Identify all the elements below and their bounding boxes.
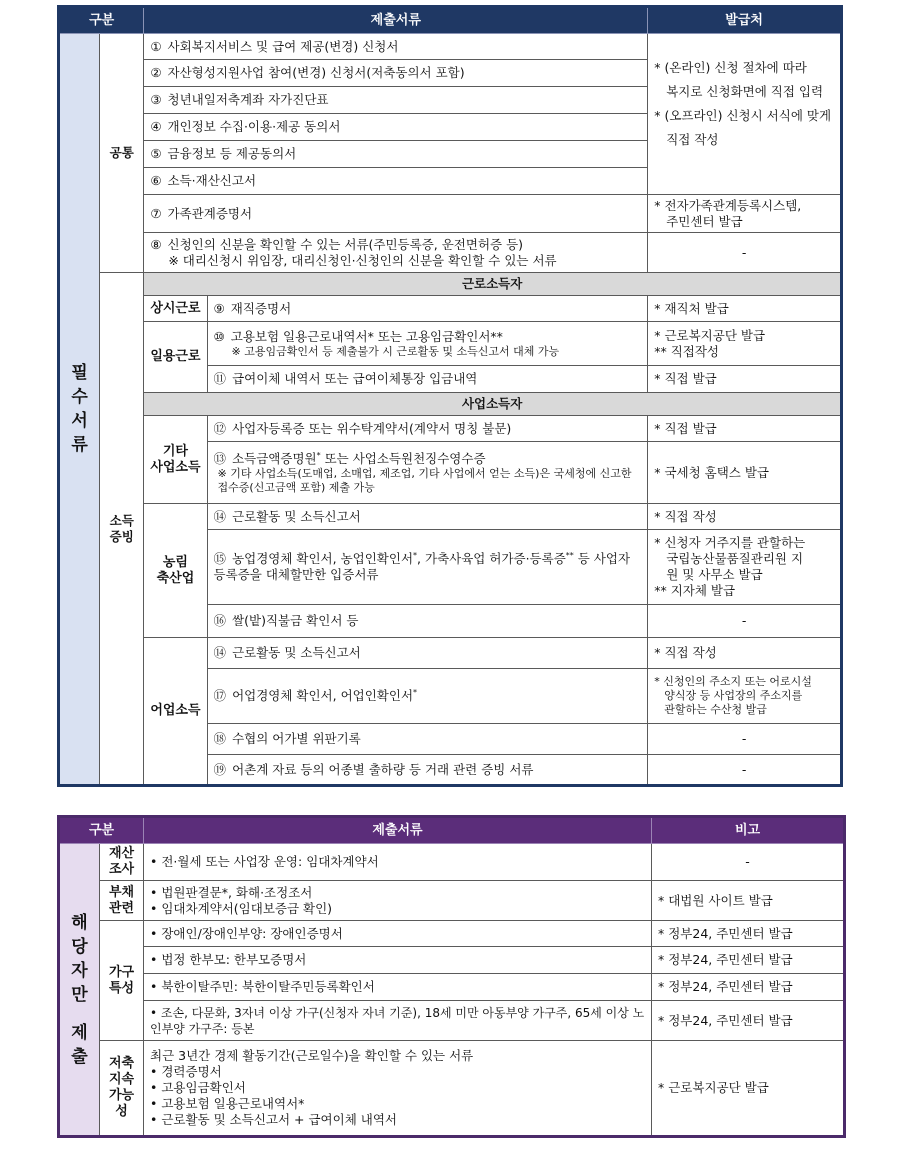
property-label: 재산 조사 xyxy=(100,844,144,881)
issuer-item-8: - xyxy=(648,233,842,273)
household-remark-3: * 정부24, 주민센터 발급 xyxy=(652,974,845,1001)
doc-item-19: ⑲ 어촌계 자료 등의 어종별 출하량 등 거래 관련 증빙 서류 xyxy=(207,755,648,786)
issuer-item-11: * 직접 발급 xyxy=(648,366,842,393)
sustainability-label: 저축 지속 가능 성 xyxy=(100,1041,144,1137)
required-docs-label: 필 수 서 류 xyxy=(59,34,100,786)
issuer-item-16: - xyxy=(648,605,842,638)
table-row xyxy=(59,34,842,60)
doc-item-16: ⑯ 쌀(밭)직불금 확인서 등 xyxy=(207,605,648,638)
table-row xyxy=(59,974,845,1001)
doc-item-14-agri: ⑭ 근로활동 및 소득신고서 xyxy=(207,504,648,530)
household-doc-4: • 조손, 다문화, 3자녀 이상 가구(신청자 자녀 기준), 18세 미만 아동부양 가구주, 65세 이상 노인부양 가구주: 등본 xyxy=(144,1001,652,1041)
doc-item-14-fish: ⑭ 근로활동 및 소득신고서 xyxy=(207,638,648,669)
property-remark: - xyxy=(652,844,845,881)
issuer-item-15: * 신청자 거주지를 관할하는 국립농산물품질관리원 지 원 및 사무소 발급 ** 지자체 발급 xyxy=(648,530,842,605)
issuer-item-10: * 근로복지공단 발급 ** 직접작성 xyxy=(648,322,842,366)
issuer-item-14-agri: * 직접 작성 xyxy=(648,504,842,530)
sustainability-docs: 최근 3년간 경제 활동기간(근로일수)을 확인할 수 있는 서류 • 경력증명서 • 고용임금확인서 • 고용보험 일용근로내역서* • 근로활동 및 소득신고서 + 급여이체 내역서 xyxy=(144,1041,652,1137)
table-row xyxy=(59,416,842,442)
doc-item-13: ⑬ 소득금액증명원* 또는 사업소득원천징수영수증 ※ 기타 사업소득(도매업, 소매업, 제조업, 기타 사업에서 얻는 소득)은 국세청에 신고한 접수증(신고금액 포함) 제출 가능 xyxy=(207,442,648,504)
other-business-label: 기타 사업소득 xyxy=(144,416,207,504)
doc-item-17: ⑰ 어업경영체 확인서, 어업인확인서* xyxy=(207,669,648,724)
doc-item-8: ⑧ 신청인의 신분을 확인할 수 있는 서류(주민등록증, 운전면허증 등) ※ 대리신청시 위임장, 대리신청인·신청인의 신분을 확인할 수 있는 서류 xyxy=(144,233,648,273)
doc-item-7: ⑦ 가족관계증명서 xyxy=(144,195,648,233)
header-category: 구분 xyxy=(59,7,144,34)
doc-item-3: ③ 청년내일저축계좌 자가진단표 xyxy=(144,87,648,114)
household-label: 가구 특성 xyxy=(100,921,144,1041)
table1-header-row xyxy=(59,7,842,34)
table-row xyxy=(59,638,842,669)
applicable-only-label: 해 당 자 만 제 출 xyxy=(59,844,100,1137)
band-business-income: 사업소득자 xyxy=(59,393,842,416)
header-issuer: 발급처 xyxy=(648,7,842,34)
issuer-item-9: * 재직처 발급 xyxy=(648,296,842,322)
table-row xyxy=(59,195,842,233)
debt-label: 부채 관련 xyxy=(100,881,144,921)
household-remark-2: * 정부24, 주민센터 발급 xyxy=(652,947,845,974)
sustainability-remark: * 근로복지공단 발급 xyxy=(652,1041,845,1137)
issuer-item-12: * 직접 발급 xyxy=(648,416,842,442)
regular-work-label: 상시근로 xyxy=(144,296,207,322)
issuer-item-14-fish: * 직접 작성 xyxy=(648,638,842,669)
table-row xyxy=(59,504,842,530)
table-row xyxy=(59,1001,845,1041)
table-row xyxy=(59,881,845,921)
table-row xyxy=(59,296,842,322)
household-doc-3: • 북한이탈주민: 북한이탈주민등록확인서 xyxy=(144,974,652,1001)
doc-item-1: ① 사회복지서비스 및 급여 제공(변경) 신청서 xyxy=(144,34,648,60)
fishery-label: 어업소득 xyxy=(144,638,207,786)
issuer-item-18: - xyxy=(648,724,842,755)
issuer-item-17: * 신청인의 주소지 또는 어로시설 양식장 등 사업장의 주소지를 관할하는 수산청 발급 xyxy=(648,669,842,724)
income-proof-label: 소득 증빙 xyxy=(100,273,144,786)
household-remark-1: * 정부24, 주민센터 발급 xyxy=(652,921,845,947)
header-documents: 제출서류 xyxy=(144,817,652,844)
table-row xyxy=(59,947,845,974)
doc-item-12: ⑫ 사업자등록증 또는 위수탁계약서(계약서 명칭 불문) xyxy=(207,416,648,442)
issuer-item-13: * 국세청 홈택스 발급 xyxy=(648,442,842,504)
header-documents: 제출서류 xyxy=(144,7,648,34)
issuer-item-7: * 전자가족관계등록시스템, 주민센터 발급 xyxy=(648,195,842,233)
household-remark-4: * 정부24, 주민센터 발급 xyxy=(652,1001,845,1041)
header-category: 구분 xyxy=(59,817,144,844)
debt-remark: * 대법원 사이트 발급 xyxy=(652,881,845,921)
doc-item-9: ⑨ 재직증명서 xyxy=(207,296,648,322)
doc-item-4: ④ 개인정보 수집·이용·제공 동의서 xyxy=(144,114,648,141)
doc-item-2: ② 자산형성지원사업 참여(변경) 신청서(저축동의서 포함) xyxy=(144,60,648,87)
daily-work-label: 일용근로 xyxy=(144,322,207,393)
doc-item-18: ⑱ 수협의 어가별 위판기록 xyxy=(207,724,648,755)
conditional-documents-table xyxy=(57,815,846,1138)
doc-item-6: ⑥ 소득·재산신고서 xyxy=(144,168,648,195)
table-row xyxy=(59,921,845,947)
debt-docs: • 법원판결문*, 화해·조정조서 • 임대차계약서(임대보증금 확인) xyxy=(144,881,652,921)
doc-item-10: ⑩ 고용보험 일용근로내역서* 또는 고용임금확인서** ※ 고용임금확인서 등 제출불가 시 근로활동 및 소득신고서 대체 가능 xyxy=(207,322,648,366)
household-doc-1: • 장애인/장애인부양: 장애인증명서 xyxy=(144,921,652,947)
doc-item-5: ⑤ 금융정보 등 제공동의서 xyxy=(144,141,648,168)
band-earned-income: 소득 증빙 근로소득자 xyxy=(59,273,842,296)
property-doc: • 전·월세 또는 사업장 운영: 임대차계약서 xyxy=(144,844,652,881)
household-doc-2: • 법정 한부모: 한부모증명서 xyxy=(144,947,652,974)
issuer-common-1-6: * (온라인) 신청 절차에 따라 복지로 신청화면에 직접 입력 * (오프라인) 신청시 서식에 맞게 직접 작성 xyxy=(648,34,842,195)
table-row xyxy=(59,1041,845,1137)
doc-item-11: ⑪ 급여이체 내역서 또는 급여이체통장 입금내역 xyxy=(207,366,648,393)
table-row xyxy=(59,233,842,273)
table-row xyxy=(59,322,842,366)
required-documents-table xyxy=(57,5,843,787)
table2-header-row xyxy=(59,817,845,844)
agri-label: 농림 축산업 xyxy=(144,504,207,638)
issuer-item-19: - xyxy=(648,755,842,786)
table-row xyxy=(59,844,845,881)
header-remarks: 비고 xyxy=(652,817,845,844)
common-label: 공통 xyxy=(100,34,144,273)
doc-item-15: ⑮ 농업경영체 확인서, 농업인확인서*, 가축사육업 허가증·등록증** 등 사업자등록증을 대체할만한 입증서류 xyxy=(207,530,648,605)
